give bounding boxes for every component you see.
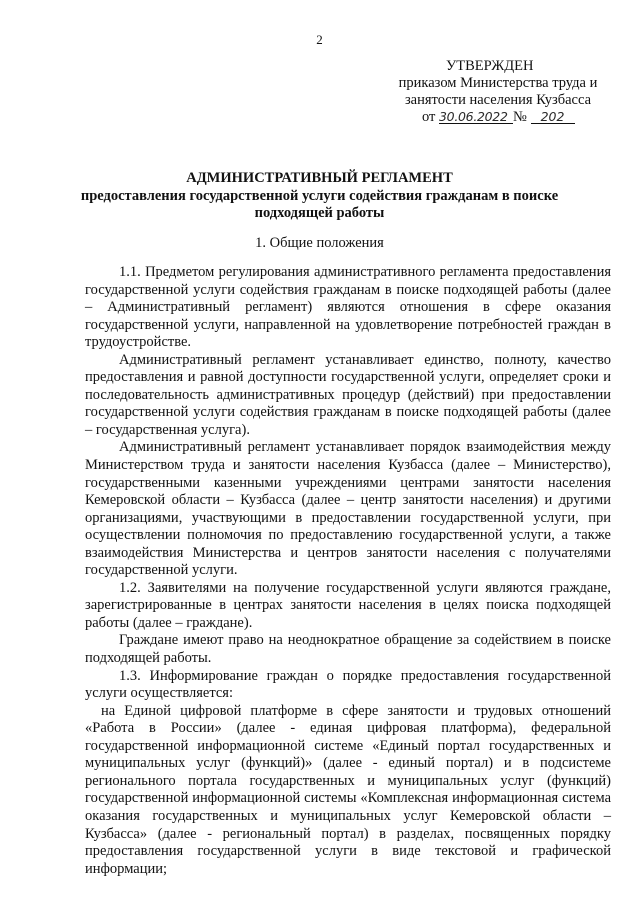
approval-line-1: приказом Министерства труда и <box>398 75 598 91</box>
page-number: 2 <box>316 32 323 47</box>
paragraph-portals: на Единой цифровой платформе в сфере занятости и трудовых отношений «Работа в России» (далее - единая цифровая платформа), федеральной государственной информационной системе «Единый портал государственных и муниципальных услуг (функций)» (далее - единый портал) и в подсистеме регионального портала государственных и муниципальных услуг (функций) государственной информационной системы «Комплексная информационная система оказания государственных и муниципальных услуг Кемеровской области – Кузбасса» (далее - региональный портал) в разделах, посвященных порядку предоставления государственной услуги в виде текстовой и графической информации; <box>85 702 611 877</box>
approval-heading: УТВЕРЖДЕН <box>446 58 534 74</box>
paragraph-1-2: 1.2. Заявителями на получение государственной услуги являются граждане, зарегистрированные в центрах занятости населения в целях поиска подходящей работы (далее – граждане). <box>85 579 611 631</box>
order-number-handwritten: 202 <box>531 110 575 124</box>
paragraph-interaction: Административный регламент устанавливает порядок взаимодействия между Министерством труда и занятости населения Кузбасса (далее – Министерство), государственными казенными учреждениями центрами занятости населения Кемеровской области – Кузбасса (далее – центр занятости населения) и другими организациями, участвующими в предоставлении государственной услуги, при осуществлении полномочия по предоставлению государственной услуги, а также взаимодействия Министерства и центров занятости населения с получателями государственной услуги. <box>85 439 611 579</box>
order-number-sign: № <box>513 109 527 125</box>
order-date-handwritten: 30.06.2022 <box>439 110 513 124</box>
paragraph-repeat-request: Граждане имеют право на неоднократное обращение за содействием в поиске подходящей работы. <box>85 632 611 667</box>
paragraph-scope: Административный регламент устанавливает единство, полноту, качество предоставления и равной доступности государственной услуги, определяет сроки и последовательность административных процедур (действий) при предоставлении государственной услуги содействия гражданам в поиске подходящей работы (далее – государственная услуга). <box>85 351 611 438</box>
approval-block <box>378 58 618 126</box>
paragraph-1-3: 1.3. Информирование граждан о порядке предоставления государственной услуги осуществляется: <box>85 667 611 702</box>
order-date-number <box>378 109 618 126</box>
document-subtitle: предоставления государственной услуги содействия гражданам в поиске подходящей работы <box>80 188 559 221</box>
paragraph-1-1: 1.1. Предметом регулирования административного регламента предоставления государственной услуги содействия гражданам в поиске подходящей работы (далее – Административный регламент) являются отношения в сфере оказания государственной услуги, направленной на удовлетворение потребностей граждан в трудоустройстве. <box>85 264 611 351</box>
document-body <box>85 264 611 878</box>
approval-line-2: занятости населения Кузбасса <box>404 92 592 108</box>
section-heading: 1. Общие положения <box>255 235 384 251</box>
order-from-label: от <box>422 109 436 125</box>
document-title: АДМИНИСТРАТИВНЫЙ РЕГЛАМЕНТ <box>186 170 453 186</box>
